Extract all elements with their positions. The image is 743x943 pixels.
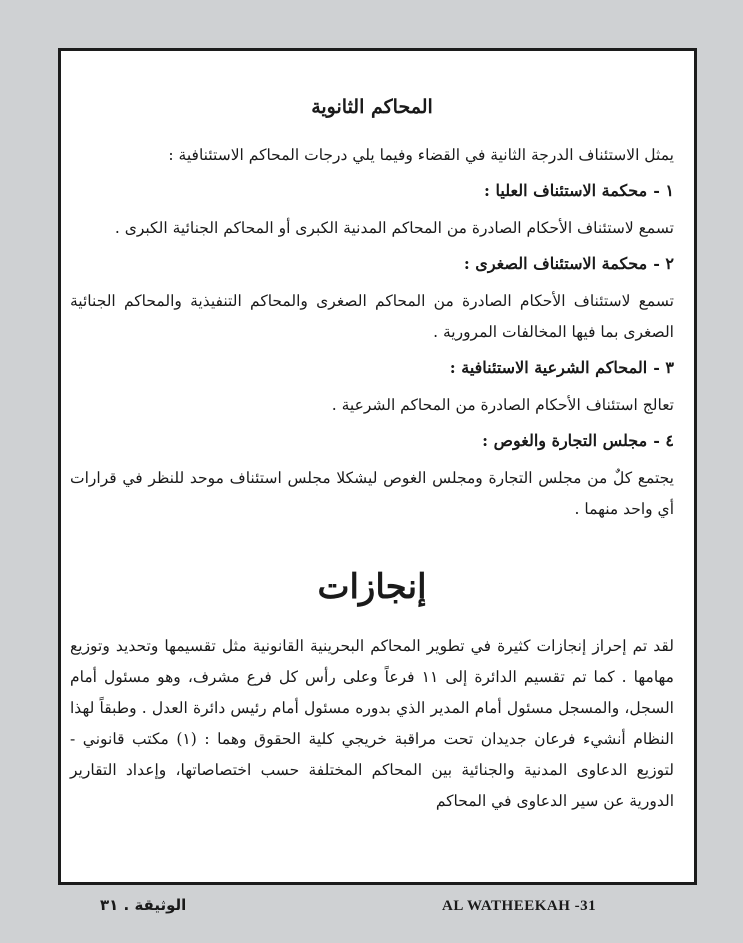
court-heading-4 xyxy=(70,427,674,455)
court-heading-2 xyxy=(70,250,674,278)
court-name: محكمة الاستئناف العليا : xyxy=(484,181,648,200)
court-heading-3 xyxy=(70,354,674,382)
achievements-paragraph: لقد تم إحراز إنجازات كثيرة في تطوير المحاكم البحرينية القانونية مثل تقسيمها وتحديد وتوزيع مهامها . كما تم تقسيم الدائرة إلى ١١ فرعاً وعلى رأس كل فرع مشرف، وهو مسئول أمام السجل، والمسجل مسئول أمام المدير الذي بدوره مسئول أمام رئيس دائرة العدل . وطبقاً لهذا النظام أنشيء فرعان جديدان تحت مراقبة خريجي كلية الحقوق وهما : (١) مكتب قانوني - لتوزيع الدعاوى المدنية والجنائية بين المحاكم المختلفة حسب اختصاصاتها، وإعداد التقارير الدورية عن سير الدعاوى في المحاكم xyxy=(70,637,674,810)
court-description-4: يجتمع كلٌ من مجلس التجارة ومجلس الغوص ليشكلا مجلس استئناف موحد للنظر في قرارات أي واحد منهما . xyxy=(70,469,674,518)
court-description-2: تسمع لاستئناف الأحكام الصادرة من المحاكم الصغرى والمحاكم التنفيذية والمحاكم الجنائية الصغرى بما فيها المخالفات المرورية . xyxy=(70,292,674,341)
footer-arabic-page-label: الوثيقة . ٣١ xyxy=(100,896,187,914)
court-name: مجلس التجارة والغوص : xyxy=(482,431,648,450)
court-number: ٢ - xyxy=(653,254,674,273)
court-description-3: تعالج استئناف الأحكام الصادرة من المحاكم الشرعية . xyxy=(331,396,674,414)
section-title-secondary-courts: المحاكم الثانوية xyxy=(311,96,433,118)
page-content xyxy=(70,48,674,823)
court-number: ١ - xyxy=(653,181,674,200)
court-number: ٤ - xyxy=(653,431,674,450)
court-name: محكمة الاستئناف الصغرى : xyxy=(463,254,648,273)
court-name: المحاكم الشرعية الاستئنافية : xyxy=(449,358,648,377)
footer-english-page-label: AL WATHEEKAH -31 xyxy=(442,898,597,914)
court-number: ٣ - xyxy=(653,358,674,377)
section-title-achievements: إنجازات xyxy=(317,567,427,607)
intro-paragraph: يمثل الاستئناف الدرجة الثانية في القضاء وفيما يلي درجات المحاكم الاستئنافية : xyxy=(168,146,674,164)
court-description-1: تسمع لاستئناف الأحكام الصادرة من المحاكم المدنية الكبرى أو المحاكم الجنائية الكبرى . xyxy=(114,219,674,237)
court-heading-1 xyxy=(70,177,674,205)
